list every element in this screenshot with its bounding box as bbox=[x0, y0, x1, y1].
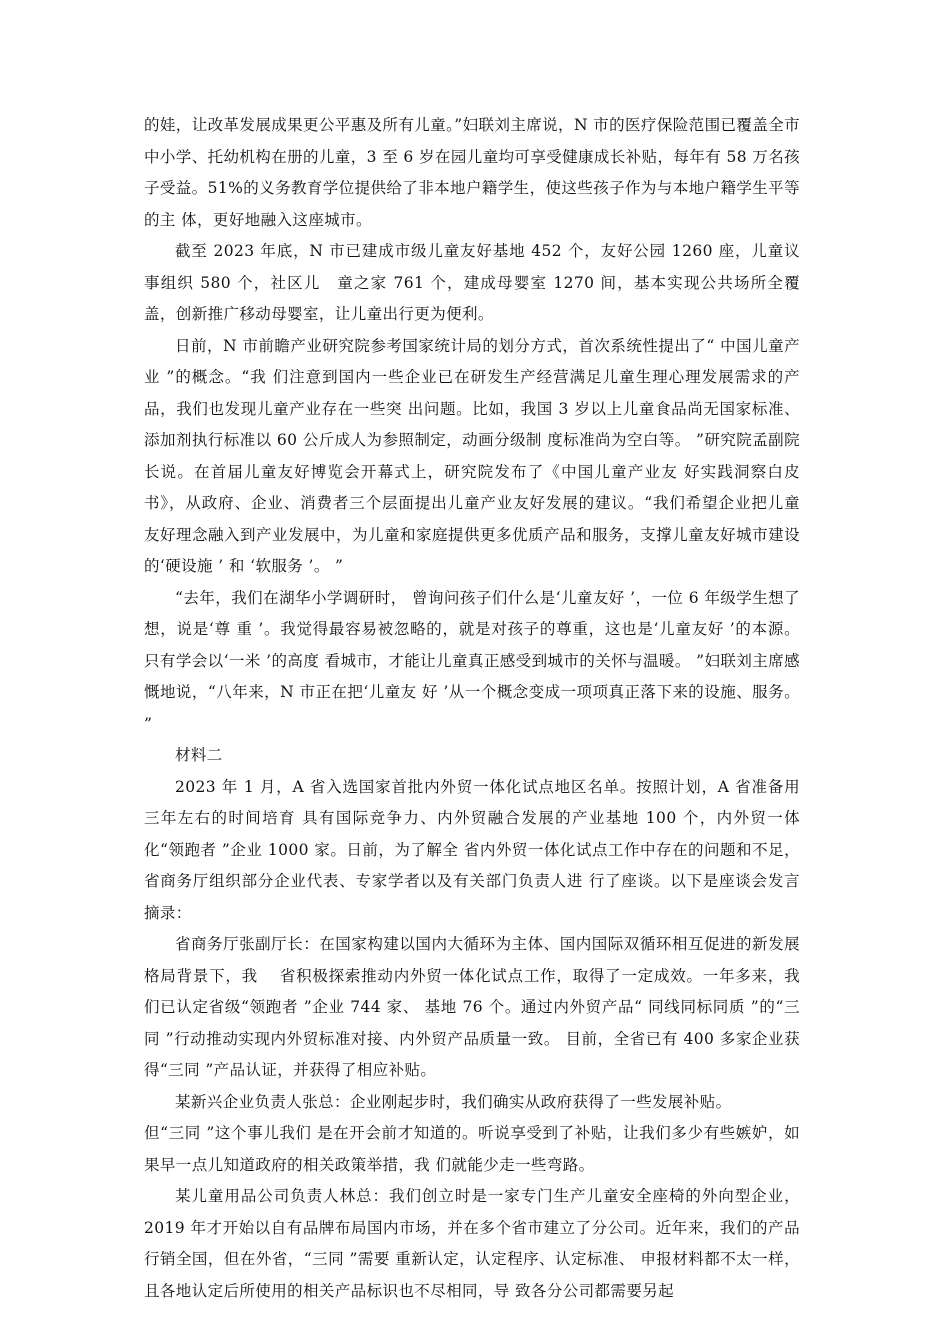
paragraph: 截至 2023 年底，N 市已建成市级儿童友好基地 452 个，友好公园 1260 座，儿童议事组织 580 个，社区儿 童之家 761 个，建成母婴室 1270 间，基本实现公共场所全覆盖，创新推广移动母婴室，让儿童出行更为便利。 bbox=[144, 242, 800, 323]
paragraph: 某新兴企业负责人张总：企业刚起步时，我们确实从政府获得了一些发展补贴。 bbox=[175, 1092, 732, 1111]
paragraph: 日前，N 市前瞻产业研究院参考国家统计局的划分方式，首次系统性提出了“ 中国儿童产业 ”的概念。“我 们注意到国内一些企业已在研发生产经营满足儿童生理心理发展需求的产品，我们也发现儿童产业存在一些突 出问题。比如，我国 3 岁以上儿童食品尚无国家标准、添加剂执行标准以 60 公斤成人为参照制定，动画分级制 度标准尚为空白等。 ”研究院孟副院长说。在首届儿童友好博览会开幕式上，研究院发布了《中国儿童产业友 好实践洞察白皮书》，从政府、企业、消费者三个层面提出儿童产业友好发展的建议。“我们希望企业把儿童 友好理念融入到产业发展中，为儿童和家庭提供更多优质产品和服务，支撑儿童友好城市建设的‘硬设施 ’ 和 ‘软服务 ’。 ” bbox=[144, 336, 800, 575]
paragraph: 某儿童用品公司负责人林总：我们创立时是一家专门生产儿童安全座椅的外向型企业，2019 年才开始以自有品牌布局国内市场，并在多个省市建立了分公司。近年来，我们的产品行销全国，但在外省，“三同 ”需要 重新认定，认定程序、认定标准、 申报材料都不太一样，且各地认定后所使用的相关产品标识也不尽相同，导 致各分公司都需要另起 bbox=[144, 1187, 800, 1300]
paragraph-continued: 但“三同 ”这个事儿我们 是在开会前才知道的。听说享受到了补贴，让我们多少有些嫉妒，如果早一点儿知道政府的相关政策举措，我 们就能少走一些弯路。 bbox=[144, 1124, 800, 1174]
document-page bbox=[144, 110, 800, 1307]
paragraph-continued: 的娃，让改革发展成果更公平惠及所有儿童。”妇联刘主席说，N 市的医疗保险范围已覆盖全市中小学、托幼机构在册的儿童，3 至 6 岁在园儿童均可享受健康成长补贴，每年有 58 万名孩子受益。51%的义务教育学位提供给了非本地户籍学生，使这些孩子作为与本地户籍学生平等的主 体，更好地融入这座城市。 bbox=[144, 116, 800, 229]
paragraph: 2023 年 1 月，A 省入选国家首批内外贸一体化试点地区名单。按照计划，A 省准备用三年左右的时间培育 具有国际竞争力、内外贸融合发展的产业基地 100 个，内外贸一体化“领跑者 ”企业 1000 家。日前，为了解全 省内外贸一体化试点工作中存在的问题和不足，省商务厅组织部分企业代表、专家学者以及有关部门负责人进 行了座谈。以下是座谈会发言摘录： bbox=[144, 777, 800, 922]
section-heading: 材料二 bbox=[175, 746, 223, 764]
paragraph: 省商务厅张副厅长：在国家构建以国内大循环为主体、国内国际双循环相互促进的新发展格局背景下，我 省积极探索推动内外贸一体化试点工作，取得了一定成效。一年多来，我们已认定省级“领跑者 ”企业 744 家、 基地 76 个。通过内外贸产品“ 同线同标同质 ”的“三同 ”行动推动实现内外贸标准对接、内外贸产品质量一致。 目前，全省已有 400 多家企业获得“三同 ”产品认证，并获得了相应补贴。 bbox=[144, 935, 800, 1079]
paragraph: “去年，我们在湖华小学调研时， 曾询问孩子们什么是‘儿童友好 ’，一位 6 年级学生想了想，说是‘尊 重 ’。我觉得最容易被忽略的，就是对孩子的尊重，这也是‘儿童友好 ’的本源。只有学会以‘一米 ’的高度 看城市，才能让儿童真正感受到城市的关怀与温暖。 ”妇联刘主席感慨地说，“八年来，N 市正在把‘儿童友 好 ’从一个概念变成一项项真正落下来的设施、服务。 ” bbox=[144, 588, 800, 733]
